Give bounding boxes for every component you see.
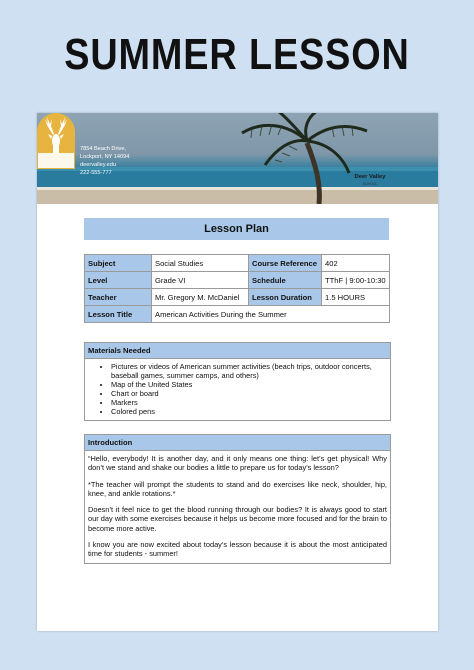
list-item: • Pictures or videos of American summer activities (beach trips, outdoor concerts, baseball games, summer camps, and others) [111,362,390,380]
table-row [85,289,390,306]
introduction-body [85,451,390,563]
table-row [85,272,390,289]
table-row [85,306,390,323]
introduction-section [84,434,391,564]
teacher-value: Mr. Gregory M. McDaniel [152,289,249,306]
subject-value: Social Studies [152,255,249,272]
lesson-title-label: Lesson Title [85,306,152,323]
paragraph: Doesn’t it feel nice to get the blood running through our bodies? It is always good to start our day with some exercises because it helps us become more focused and for the brain to become more active. [88,505,387,533]
course-ref-value: 402 [322,255,390,272]
lesson-info-table [84,254,390,323]
list-item: • Map of the United States [111,380,390,389]
school-contact [80,145,129,177]
list-item: • Colored pens [111,407,390,416]
duration-label: Lesson Duration [249,289,322,306]
list-item: • Markers [111,398,390,407]
lesson-plan-banner: Lesson Plan [84,218,389,240]
paragraph: “Hello, everybody! It is another day, and it only means one thing: let’s get physical! Why don’t we stand and shake our bodies a little to prepare us for today’s lesson? [88,454,387,473]
website: deervalley.edu [80,162,116,168]
address-line-1: 7854 Beach Drive, [80,146,127,152]
beach-header-image [37,113,438,204]
level-value: Grade VI [152,272,249,289]
paragraph: I know you are now excited about today’s lesson because it is about the most anticipated time for students - summer! [88,540,387,559]
address-line-2: Lockport, NY 14094 [80,154,130,160]
level-label: Level [85,272,152,289]
deer-logo-icon [37,113,75,169]
teacher-label: Teacher [85,289,152,306]
subject-label: Subject [85,255,152,272]
lesson-document [37,113,438,631]
logo-name: Deer Valley [354,174,386,180]
duration-value: 1.5 HOURS [322,289,390,306]
materials-section [84,342,391,421]
schedule-value: TThF | 9:00-10:30 [322,272,390,289]
schedule-label: Schedule [249,272,322,289]
materials-list [85,362,390,416]
introduction-heading: Introduction [85,435,390,451]
page-title: SUMMER LESSON [64,30,410,79]
phone: 222-555-777 [80,170,112,176]
list-item: • Chart or board [111,389,390,398]
paragraph: *The teacher will prompt the students to stand and do exercises like neck, shoulder, hip, knee, and ankle rotations.* [88,479,387,498]
logo-subtitle: SCHOOL [362,182,378,186]
materials-heading: Materials Needed [85,343,390,359]
table-row [85,255,390,272]
course-ref-label: Course Reference [249,255,322,272]
lesson-title-value: American Activities During the Summer [152,306,390,323]
